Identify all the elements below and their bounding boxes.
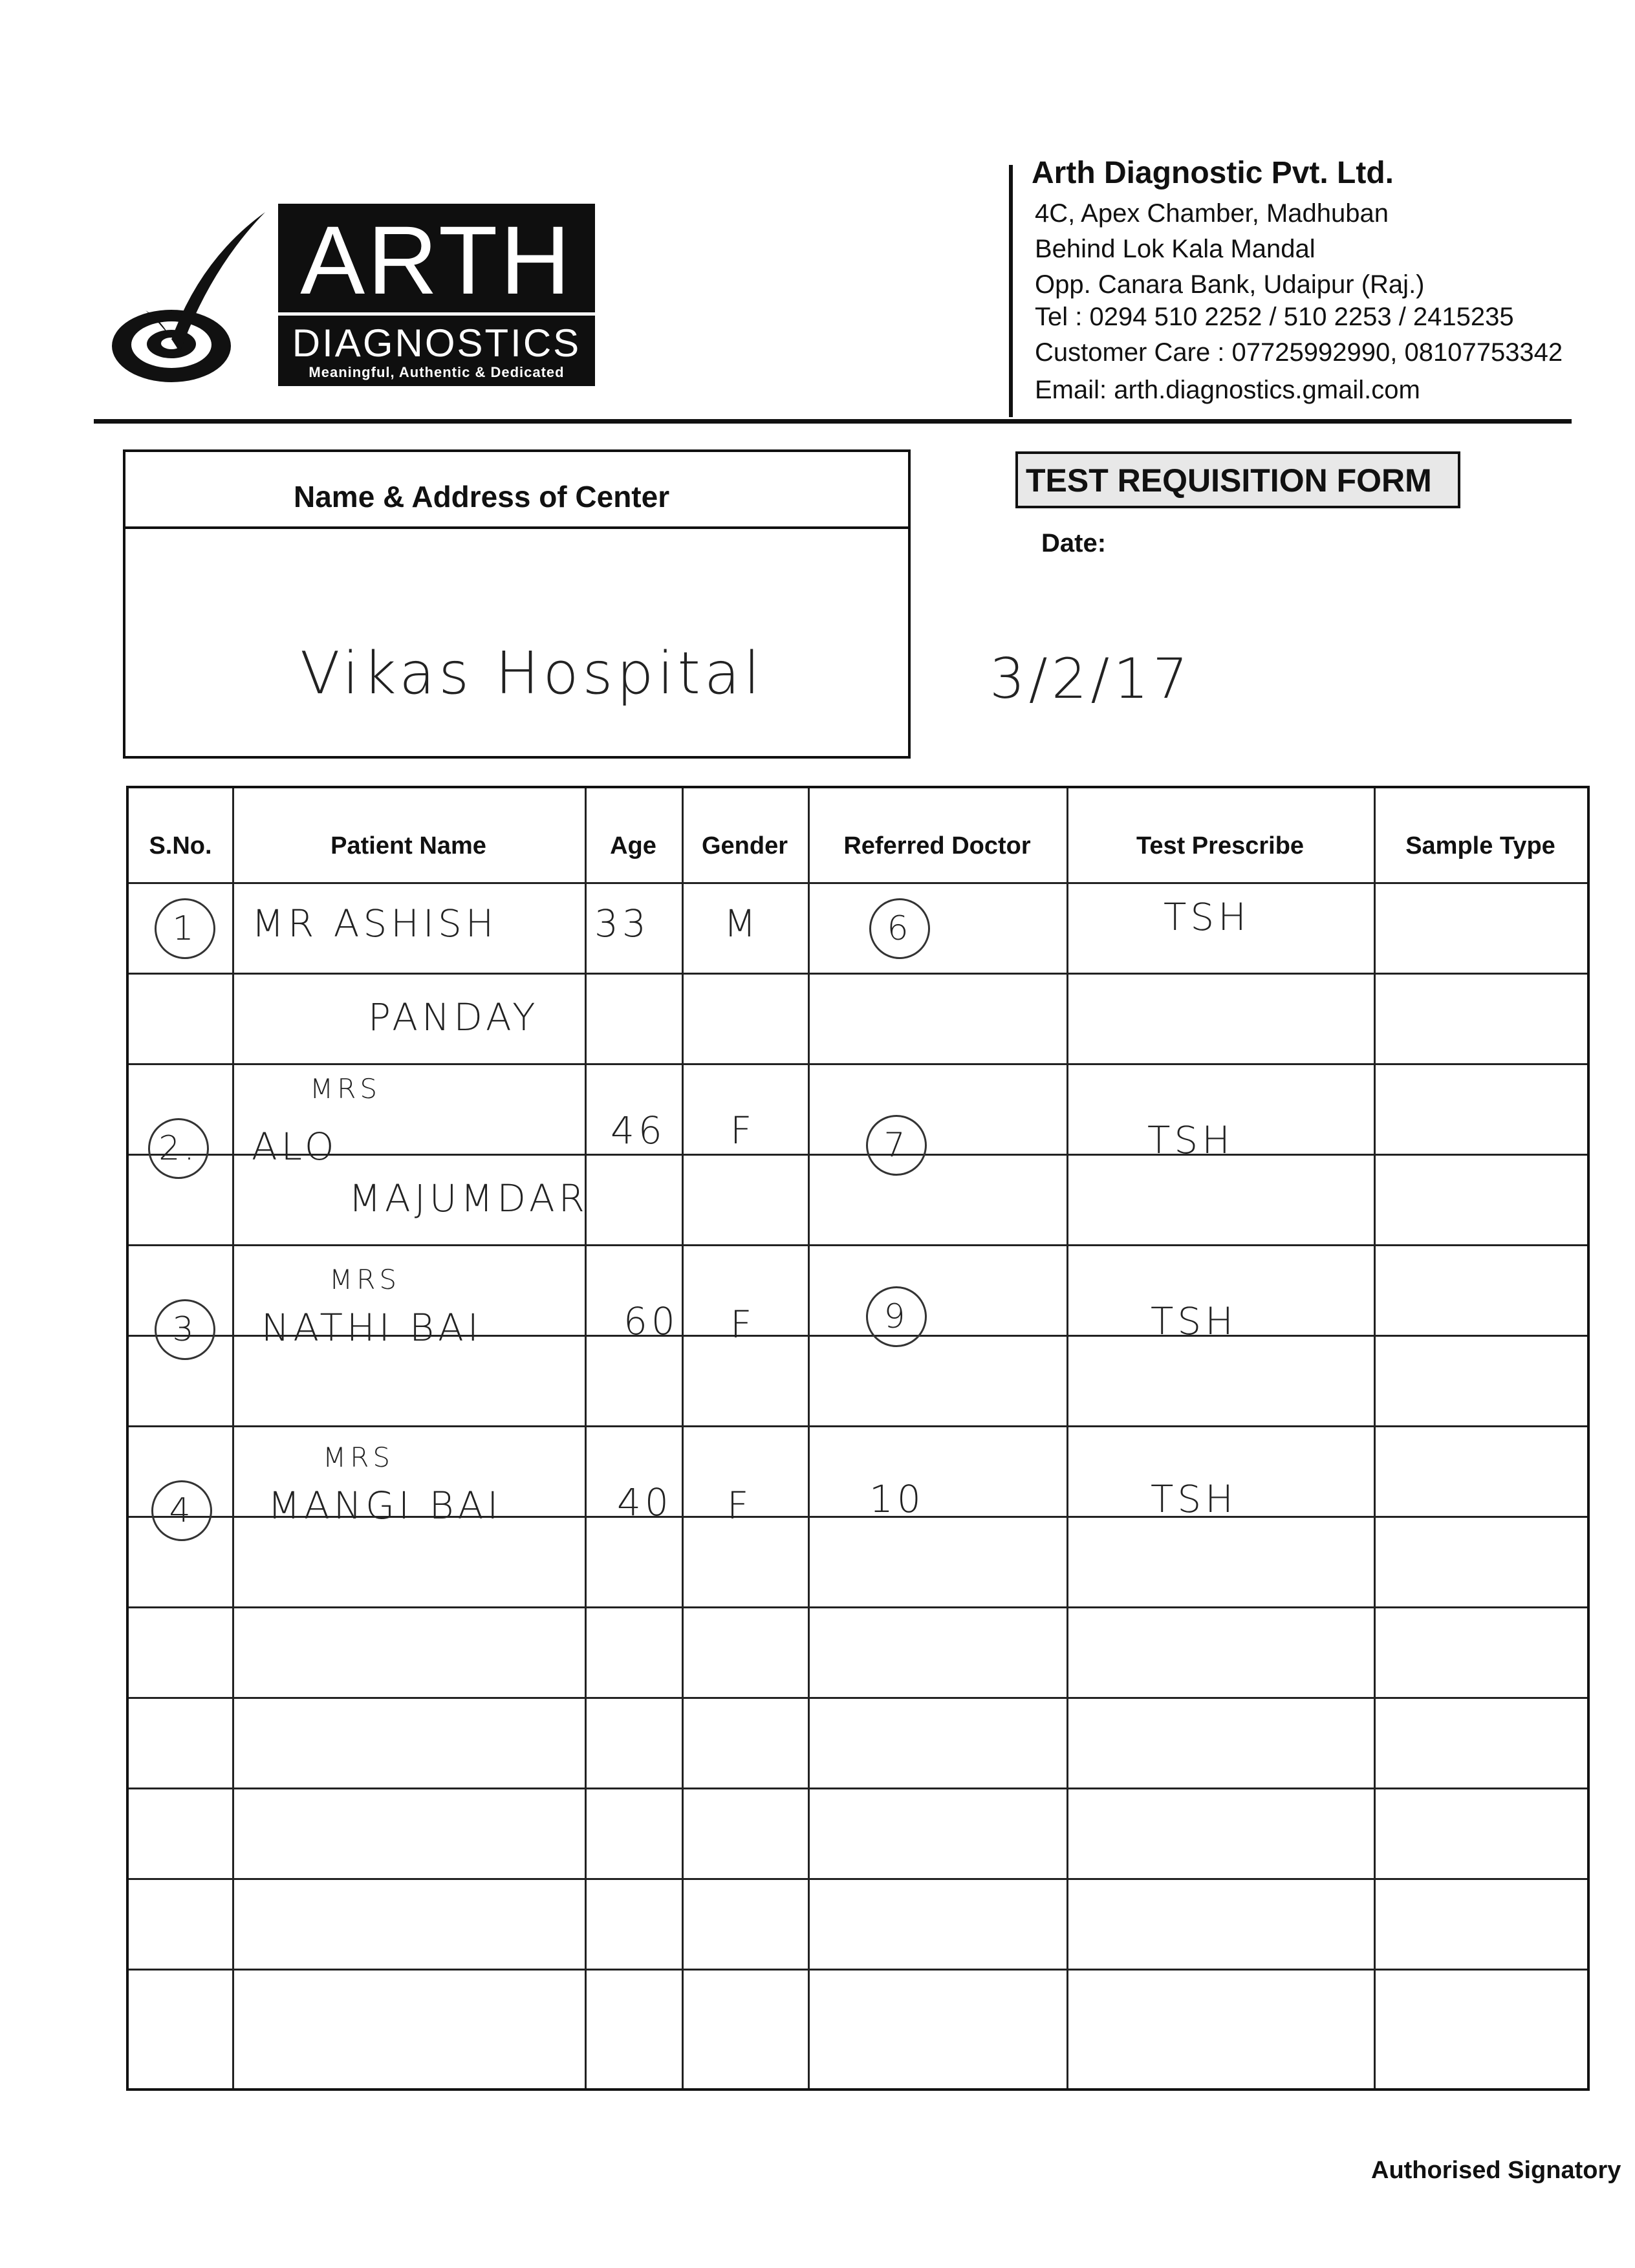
row-divider — [129, 1969, 1587, 1971]
referred-doctor: 10 — [869, 1477, 925, 1521]
header-gender: Gender — [701, 832, 788, 859]
header-sno: S.No. — [149, 832, 212, 859]
email-line: Email: arth.diagnostics.gmail.com — [1035, 376, 1420, 404]
row-divider — [129, 1425, 1587, 1427]
row-divider — [129, 882, 1587, 884]
serial-number: 2. — [148, 1118, 209, 1179]
patient-title: MRS — [329, 1264, 401, 1295]
patient-name: MR ASHISH — [252, 902, 498, 945]
patient-name-cont: PANDAY — [368, 995, 539, 1039]
patient-table — [126, 786, 1590, 2091]
serial-number: 4 — [151, 1480, 212, 1541]
center-box — [123, 449, 911, 759]
patient-age: 40 — [617, 1480, 673, 1524]
header-patient-name: Patient Name — [330, 832, 486, 859]
date-value: 3/2/17 — [990, 647, 1192, 711]
column-divider — [585, 788, 587, 2088]
row-divider — [129, 1787, 1587, 1789]
address-line: Opp. Canara Bank, Udaipur (Raj.) — [1035, 270, 1425, 299]
date-label: Date: — [1041, 529, 1107, 557]
row-divider — [129, 1606, 1587, 1608]
column-divider — [682, 788, 684, 2088]
customer-care-line: Customer Care : 07725992990, 08107753342 — [1035, 338, 1563, 367]
test-prescribed: TSH — [1164, 895, 1250, 939]
patient-age: 46 — [611, 1108, 666, 1152]
header-divider — [1009, 165, 1013, 417]
row-divider — [129, 1244, 1587, 1246]
header-test-prescribe: Test Prescribe — [1136, 832, 1305, 859]
phone-line: Tel : 0294 510 2252 / 510 2253 / 2415235 — [1035, 303, 1514, 331]
column-divider — [808, 788, 810, 2088]
serial-number: 1 — [155, 898, 215, 959]
test-prescribed: TSH — [1151, 1299, 1237, 1343]
patient-name-cont: MAJUMDAR — [349, 1176, 589, 1220]
header-rule — [94, 419, 1572, 424]
patient-gender: M — [724, 902, 761, 945]
address-line: 4C, Apex Chamber, Madhuban — [1035, 199, 1389, 228]
address-line: Behind Lok Kala Mandal — [1035, 235, 1316, 263]
center-title: Name & Address of Center — [294, 480, 670, 513]
row-divider — [129, 973, 1587, 975]
column-divider — [1374, 788, 1376, 2088]
patient-name: MANGI BAI — [268, 1484, 503, 1528]
company-name: Arth Diagnostic Pvt. Ltd. — [1032, 156, 1394, 190]
header-referred-doctor: Referred Doctor — [843, 832, 1031, 859]
patient-gender: F — [730, 1108, 756, 1152]
test-prescribed: TSH — [1151, 1477, 1237, 1521]
referred-doctor: 6 — [869, 898, 930, 959]
logo-subword: DIAGNOSTICS — [278, 312, 595, 366]
target-check-icon — [103, 207, 298, 401]
patient-gender: F — [727, 1484, 753, 1528]
header-sample-type: Sample Type — [1405, 832, 1555, 859]
patient-title: MRS — [323, 1442, 395, 1473]
patient-gender: F — [730, 1302, 756, 1346]
row-divider — [129, 1697, 1587, 1699]
row-divider — [129, 1154, 1587, 1156]
row-divider — [129, 1063, 1587, 1065]
form-title-box — [1015, 451, 1460, 508]
center-name: Vikas Hospital — [300, 640, 764, 707]
test-prescribed: TSH — [1147, 1118, 1234, 1162]
form-title: TEST REQUISITION FORM — [1026, 462, 1432, 499]
patient-age: 33 — [594, 902, 650, 945]
column-divider — [1067, 788, 1068, 2088]
patient-title: MRS — [310, 1073, 382, 1105]
logo-word: ARTH — [300, 206, 573, 314]
serial-number: 3 — [155, 1299, 215, 1360]
patient-age: 60 — [623, 1299, 679, 1343]
header-age: Age — [610, 832, 656, 859]
referred-doctor: 7 — [866, 1115, 927, 1176]
column-divider — [232, 788, 234, 2088]
patient-name: NATHI BAI — [261, 1306, 482, 1350]
patient-name: ALO — [252, 1125, 338, 1169]
referred-doctor: 9 — [866, 1286, 927, 1347]
center-box-header — [125, 452, 908, 529]
row-divider — [129, 1878, 1587, 1880]
logo-wordmark — [278, 204, 595, 386]
authorised-signatory: Authorised Signatory — [1371, 2157, 1621, 2184]
logo-tagline: Meaningful, Authentic & Dedicated — [309, 364, 565, 380]
